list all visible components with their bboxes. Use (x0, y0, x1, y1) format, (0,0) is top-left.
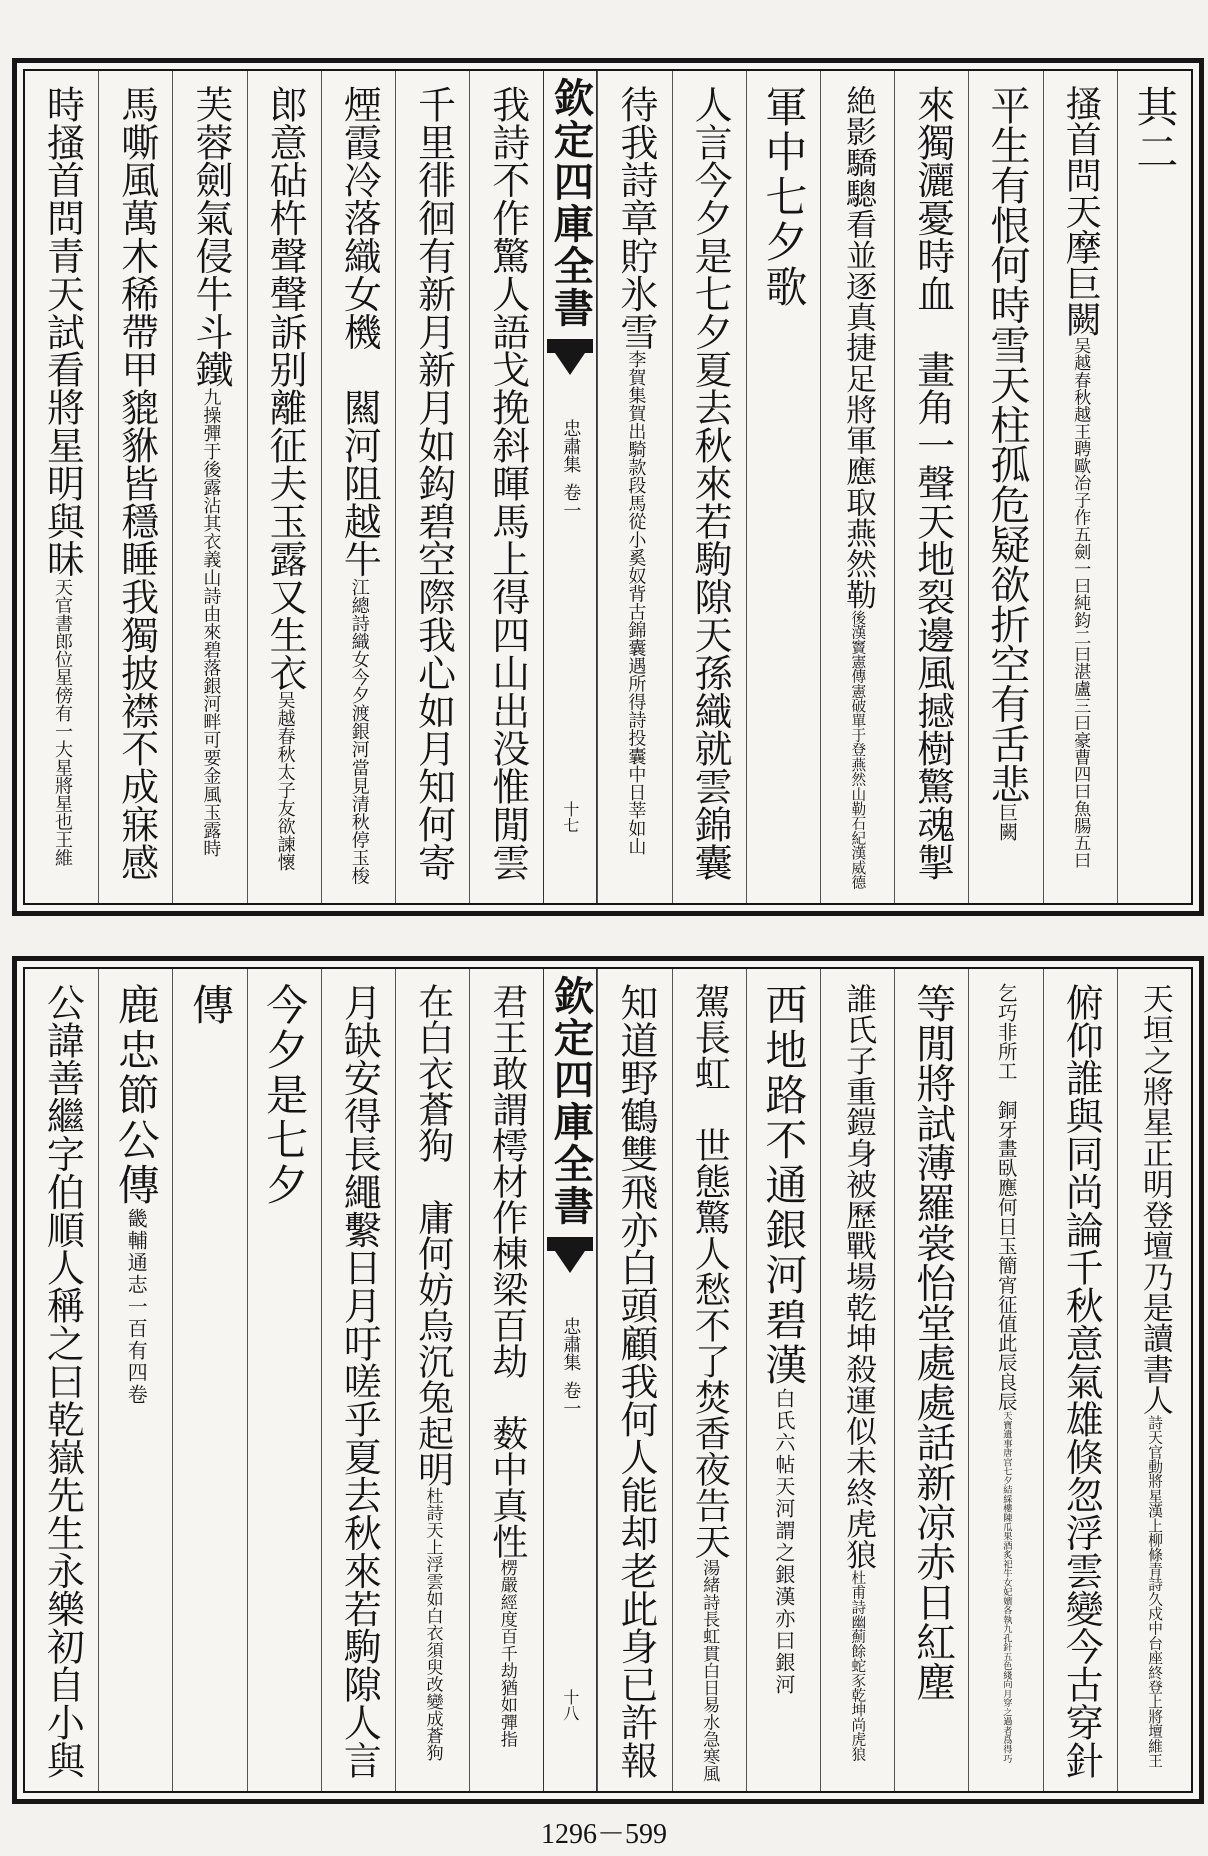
text-column (395, 969, 469, 1791)
text-column (247, 969, 321, 1791)
main-text: 西地路不通銀河碧漢 (759, 983, 809, 1388)
main-text: 時搔首問青天試看將星明與昧 (40, 85, 85, 578)
text-column (597, 71, 671, 903)
text-column (1043, 71, 1117, 903)
fold-title: 欽定四庫全書 (547, 975, 595, 1227)
text-column (321, 71, 395, 903)
annotation-text: 後漢竇憲傳憲破單于登燕然山勒石紀漢威德 (849, 609, 867, 890)
main-text: 君王敢謂樗材作棟梁百劫 薮中真性 (486, 983, 528, 1559)
main-text: 千里徘徊有新月新月如鈎碧空際我心如月知何寄 (411, 85, 456, 881)
main-text: 馬嘶風萬木稀帶甲貔貅皆穩睡我獨披襟不成寐感 (114, 85, 159, 881)
text-column (820, 71, 894, 903)
annotation-text: 詩天官動將星漢上柳條青詩久戍中台座終登上將壇維王 (1146, 1415, 1164, 1768)
annotation-text: 楞嚴經度百千劫猶如彈指 (496, 1559, 517, 1748)
fold-book-name: 忠肅集 (560, 419, 582, 473)
text-column (25, 969, 98, 1791)
annotation-text: 李賀集賀出騎款段馬從小奚奴背古錦囊遇所得詩投囊中日莘如山 (625, 350, 647, 856)
annotation-text: 天官書郎位星傍有一大星將星也王維 (52, 577, 74, 867)
text-column (172, 969, 246, 1791)
text-column (894, 71, 968, 903)
fold-book-name: 忠肅集 (560, 1317, 582, 1371)
center-fold-column (543, 969, 597, 1791)
center-fold-column (543, 71, 597, 903)
main-text: 月缺安得長繩繫日月吁嗟乎夏去秋來若駒隙人言 (337, 983, 382, 1779)
text-column (98, 71, 172, 903)
annotation-text: 吴越春秋越王聘歐冶子作五劍一曰純鈞二曰湛盧三曰豪曹四曰魚腸五曰 (1070, 337, 1091, 869)
text-column (1043, 969, 1117, 1791)
annotation-text: 杜詩天上浮雲如白衣須臾改變成蒼狗 (422, 1487, 443, 1762)
annotation-text: 天寶遺事唐宫七夕結綵樓陳瓜果酒炙祀牛女妃嬪各執九孔針五色綫向月穿之過者爲得巧 (1000, 1410, 1012, 1763)
fold-title: 欽定四庫全書 (547, 77, 595, 329)
text-column (1117, 71, 1191, 903)
annotation-text: 白氏六帖天河謂之銀漢亦曰銀河 (771, 1388, 796, 1696)
main-text: 傳 (185, 983, 235, 1028)
text-column (672, 969, 746, 1791)
lower-page (12, 956, 1204, 1804)
main-text: 其二 (1130, 85, 1180, 175)
text-column (247, 71, 321, 903)
fold-juan: 卷一 (560, 483, 582, 519)
main-text: 今夕是七夕 (260, 983, 310, 1208)
main-text: 誰氏子重鎧身被歷戰場乾坤殺運似未終虎狼 (840, 983, 877, 1570)
main-text: 絶影驕驄看並逐真捷足將軍應取燕然勒 (840, 85, 877, 610)
main-text: 俯仰誰與同尚論千秋意氣雄倏忽浮雲變今古穿針 (1059, 983, 1104, 1779)
text-column (172, 71, 246, 903)
text-column (672, 71, 746, 903)
main-text: 乞巧非所工 銅牙畫臥應何日玉簡宵征值此辰良辰 (994, 983, 1018, 1411)
annotation-text: 畿輔通志一百有四卷 (124, 1208, 149, 1406)
fishtail-ornament-icon (547, 1237, 593, 1297)
text-column (746, 969, 820, 1791)
text-column (321, 969, 395, 1791)
annotation-text: 巨闕 (995, 803, 1018, 842)
main-text: 平生有恨何時雪天柱孤危疑欲折空有舌悲 (983, 85, 1030, 804)
main-text: 待我詩章貯氷雪 (613, 85, 658, 351)
main-text: 來獨灑憂時血 畫角一聲天地裂邊風撼樹驚魂掣 (910, 85, 955, 881)
text-column (25, 71, 98, 903)
text-column (894, 969, 968, 1791)
fishtail-ornament-icon (547, 339, 593, 399)
text-column (597, 969, 671, 1791)
lower-page-columns (23, 967, 1193, 1793)
text-column (98, 969, 172, 1791)
text-column (1117, 969, 1191, 1791)
main-text: 搔首問天摩巨闕 (1060, 85, 1102, 337)
text-column (469, 969, 543, 1791)
fold-folio-number: 十七 (560, 801, 580, 833)
text-column (395, 71, 469, 903)
main-text: 我詩不作驚人語戈挽斜暉馬上得四山出没惟閒雲 (485, 85, 530, 881)
main-text: 芙蓉劍氣侵牛斗鐵 (188, 85, 233, 389)
main-text: 公諱善繼字伯順人稱之曰乾嶽先生永樂初自小與 (40, 983, 85, 1779)
fold-folio-number: 十八 (560, 1689, 580, 1721)
main-text: 人言今夕是七夕夏去秋來若駒隙天孫織就雲錦囊 (688, 85, 733, 881)
text-column (968, 71, 1042, 903)
main-text: 等閒將試薄羅裳怡堂處處話新凉赤日紅塵 (909, 983, 956, 1702)
main-text: 在白衣蒼狗 庸何妨烏沉兔起明 (412, 983, 454, 1487)
upper-page (12, 58, 1204, 916)
text-column (820, 969, 894, 1791)
text-column (746, 71, 820, 903)
upper-page-columns (23, 69, 1193, 905)
main-text: 知道野鶴雙飛亦白頭顧我何人能却老此身已許報 (613, 983, 658, 1779)
annotation-text: 九操彈于後露沾其衣義山詩由來碧落銀河畔可要金風玉露時 (200, 388, 222, 858)
annotation-text: 湯緒詩長虹貫白日易水急寒風 (699, 1559, 720, 1782)
fold-juan: 卷一 (560, 1381, 582, 1417)
main-text: 軍中七夕歌 (759, 85, 809, 310)
annotation-text: 吴越春秋太子友欲諫懷 (274, 691, 296, 872)
text-column (469, 71, 543, 903)
main-text: 鹿忠節公傳 (111, 983, 161, 1208)
annotation-text: 江總詩織女今夕渡銀河當見清秋停玉梭 (348, 577, 370, 885)
annotation-text: 杜甫詩幽薊餘蛇豕乾坤尚虎狼 (849, 1569, 867, 1761)
main-text: 駕長虹 世態驚人愁不了焚香夜告天 (689, 983, 731, 1559)
main-text: 郎意砧杵聲聲訴别離征夫玉露又生衣 (263, 85, 308, 692)
main-text: 煙霞冷落織女機 闗河阻越牛 (337, 85, 382, 578)
text-column (968, 969, 1042, 1791)
main-text: 天垣之將星正明登壇乃是讀書人 (1136, 983, 1173, 1416)
page-number-footer: 1296－599 (540, 1819, 667, 1850)
